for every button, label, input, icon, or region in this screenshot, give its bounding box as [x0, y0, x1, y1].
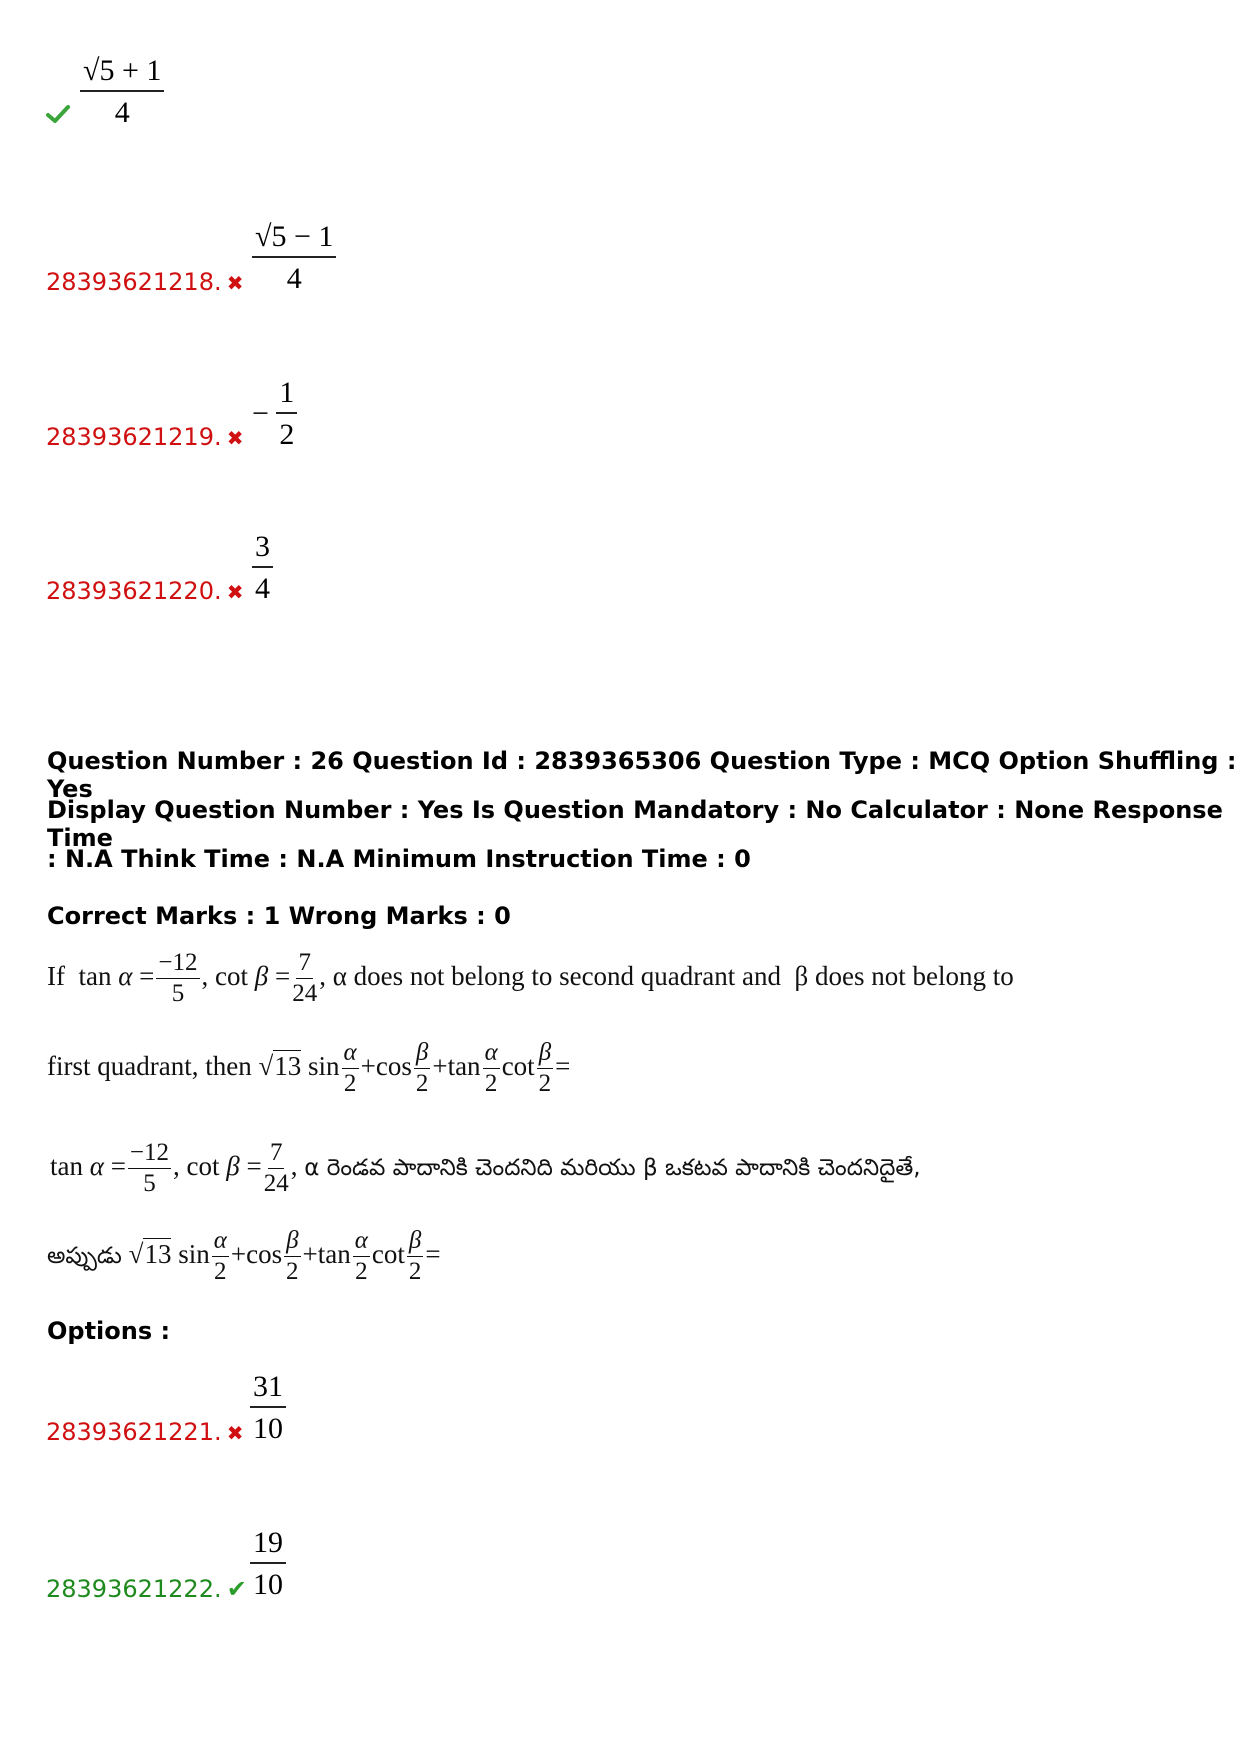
question-marks: Correct Marks : 1 Wrong Marks : 0 [47, 902, 511, 930]
option-fraction: $\frac{31}{10}$ [250, 1372, 286, 1444]
option-id: 28393621221. [46, 1418, 222, 1446]
options-label: Options : [47, 1317, 171, 1345]
cross-icon: ✖ [226, 1421, 244, 1445]
option-row[interactable] [46, 268, 243, 296]
option-id: 28393621219. [46, 423, 222, 451]
question-meta-line2: Display Question Number : Yes Is Question Mandatory : No Calculator : None Response Time [47, 796, 1223, 852]
question-text-te-line2: అప్పుడు √13 sin $\frac{\alpha}{2}$ +cos $\frac{\beta}{2}$ +tan $\frac{\alpha}{2}$ cot $\frac{\beta}{2}$ = [47, 1227, 441, 1286]
option-fraction: − $\frac{1}{2}$ [252, 378, 297, 450]
option-id: 28393621218. [46, 268, 222, 296]
option-row[interactable] [46, 423, 243, 451]
check-icon [46, 104, 70, 128]
cross-icon: ✖ [226, 580, 244, 604]
question-meta-line3: : N.A Think Time : N.A Minimum Instruction Time : 0 [47, 845, 751, 873]
question-text-en-line1: If tan α = $\frac{-12}{5}$ , cot β = $\frac{7}{24}$ , α does not belong to second quadrant and β does not belong to [47, 949, 1014, 1008]
cross-icon: ✖ [226, 271, 244, 295]
option-id: 28393621220. [46, 577, 222, 605]
option-row[interactable] [46, 1575, 247, 1603]
option-fraction: $\frac{3}{4}$ [252, 532, 273, 604]
question-text-te-line1: tan α = $\frac{-12}{5}$ , cot β = $\frac{7}{24}$ , α రెండవ పాదానికి చెందనిది మరియు β ఒకటవ పాదానికి చెందనిదైతే, [50, 1139, 921, 1198]
check-icon: ✔ [226, 1575, 247, 1603]
option-fraction: $\frac{19}{10}$ [250, 1528, 286, 1600]
question-text-en-line2: first quadrant, then √13 sin $\frac{\alpha}{2}$ +cos $\frac{\beta}{2}$ +tan $\frac{\alpha}{2}$ cot $\frac{\beta}{2}$ = [47, 1039, 571, 1098]
option-row[interactable] [46, 577, 243, 605]
option-fraction: $\frac{√5 - 1}{4}$ [252, 222, 336, 294]
cross-icon: ✖ [226, 426, 244, 450]
minus-sign: − [252, 397, 269, 430]
question-meta-line1: Question Number : 26 Question Id : 2839365306 Question Type : MCQ Option Shuffling : Yes [47, 747, 1237, 803]
option-fraction: $\frac{√5 + 1}{4}$ [80, 56, 164, 128]
option-row[interactable] [46, 1418, 243, 1446]
option-id: 28393621222. [46, 1575, 222, 1603]
